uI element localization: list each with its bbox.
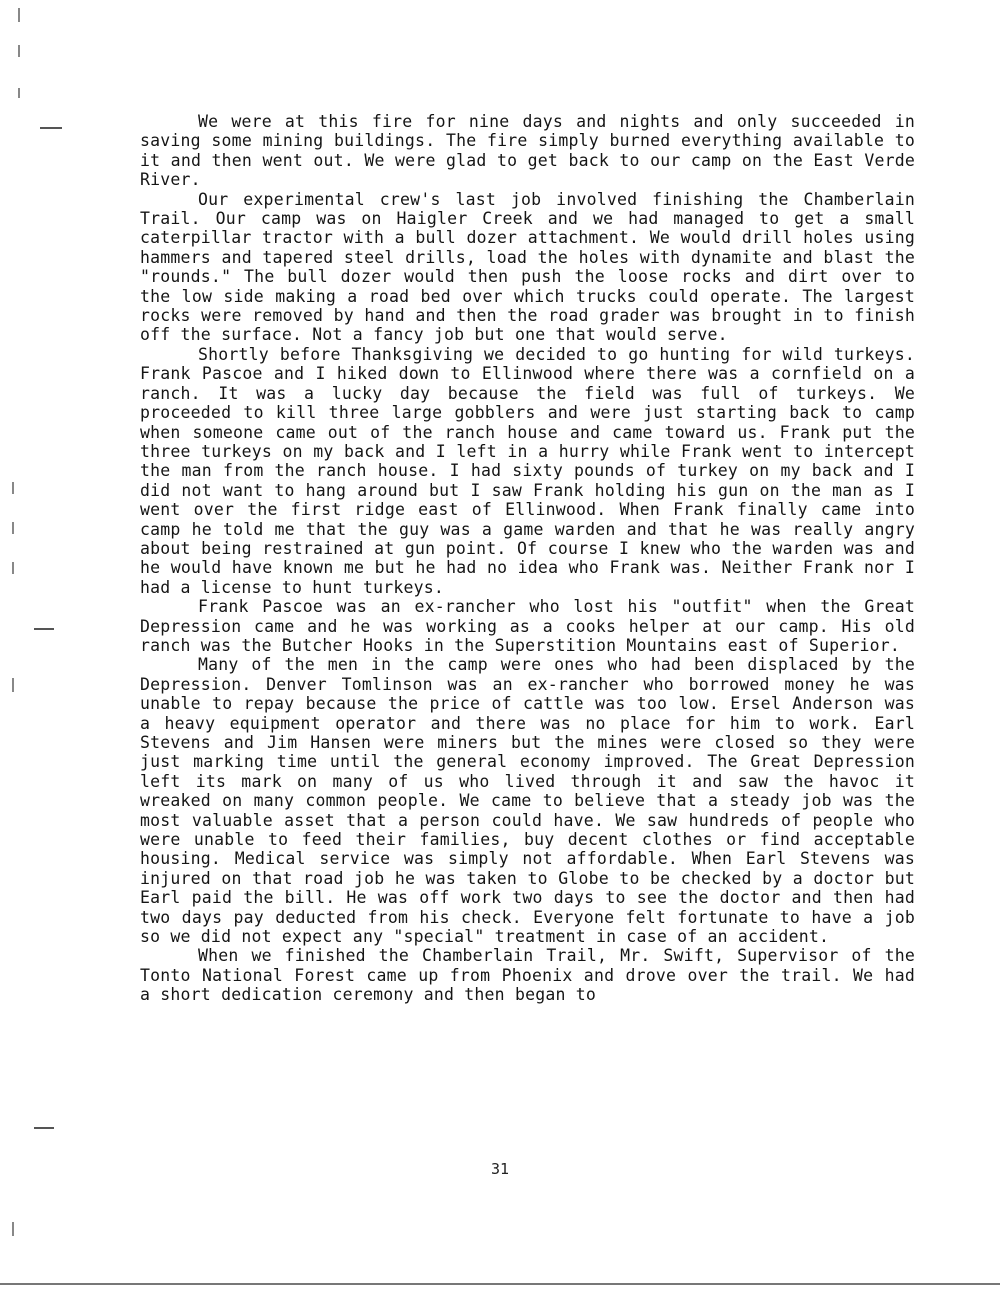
paragraph: Shortly before Thanksgiving we decided to go hunting for wild turkeys. Frank Pascoe and I hiked down to Ellinwood where there was a cornfield on a ranch. It was a lucky day because the field was full of turkeys. We proceeded to kill three large gobblers and were just starting back to camp when someone came out of the ranch house and came toward us. Frank put the three turkeys on my back and I left in a hurry while Frank went to intercept the man from the ranch house. I had sixty pounds of turkey on my back and I did not want to hang around but I saw Frank holding his gun on the man as I went over the first ridge east of Ellinwood. When Frank finally came into camp he told me that the guy was a game warden and that he was really angry about being restrained at gun point. Of course I knew who the warden was and he would have known me but he had no idea who Frank was. Neither Frank nor I had a license to hunt turkeys. bbox=[140, 344, 915, 597]
edge-mark bbox=[18, 8, 20, 22]
margin-mark bbox=[34, 1127, 54, 1129]
margin-mark bbox=[40, 127, 62, 129]
edge-mark bbox=[18, 88, 20, 98]
paragraph: Many of the men in the camp were ones who had been displaced by the Depression. Denver Tomlinson was an ex-rancher who borrowed money he was unable to repay because the price of cattle was too low. Ersel Anderson was a heavy equipment operator and there was no place for him to work. Earl Stevens and Jim Hansen were miners but the mines were closed so they were just marking time until the general economy improved. The Great Depression left its mark on many of us who lived through it and saw the havoc it wreaked on many common people. We came to believe that a steady job was the most valuable asset that a person could have. We saw hundreds of people who were unable to feed their families, buy decent clothes or find acceptable housing. Medical service was simply not affordable. When Earl Stevens was injured on that road job he was taken to Globe to be checked by a doctor but Earl paid the bill. He was off work two days to see the doctor and then had two days pay deducted from his check. Everyone felt fortunate to have a job so we did not expect any "special" treatment in case of an accident. bbox=[140, 655, 915, 947]
edge-mark bbox=[12, 482, 14, 494]
edge-mark bbox=[12, 678, 14, 692]
page-number: 31 bbox=[490, 1160, 510, 1178]
edge-mark bbox=[12, 562, 14, 574]
paragraph: We were at this fire for nine days and nights and only succeeded in saving some mining buildings. The fire simply burned everything available to it and then went out. We were glad to get back to our camp on the East Verde River. bbox=[140, 112, 915, 190]
paragraph: Frank Pascoe was an ex-rancher who lost his "outfit" when the Great Depression came and he was working as a cooks helper at our camp. His old ranch was the Butcher Hooks in the Superstition Mountains east of Superior. bbox=[140, 597, 915, 655]
body-text bbox=[140, 112, 915, 1005]
paragraph: Our experimental crew's last job involved finishing the Chamberlain Trail. Our camp was on Haigler Creek and we had managed to get a small caterpillar tractor with a bull dozer attachment. We would drill holes using hammers and tapered steel drills, load the holes with dynamite and blast the "rounds." The bull dozer would then push the loose rocks and dirt over to the low side making a road bed over which trucks could operate. The largest rocks were removed by hand and then the road grader was brought in to finish off the surface. Not a fancy job but one that would serve. bbox=[140, 189, 915, 345]
margin-mark bbox=[34, 628, 54, 630]
paragraph: When we finished the Chamberlain Trail, Mr. Swift, Supervisor of the Tonto National Forest came up from Phoenix and drove over the trail. We had a short dedication ceremony and then began to bbox=[140, 946, 915, 1005]
edge-mark bbox=[18, 45, 20, 57]
edge-mark bbox=[12, 1222, 14, 1236]
bottom-edge-line bbox=[0, 1283, 1000, 1285]
edge-mark bbox=[12, 522, 14, 534]
